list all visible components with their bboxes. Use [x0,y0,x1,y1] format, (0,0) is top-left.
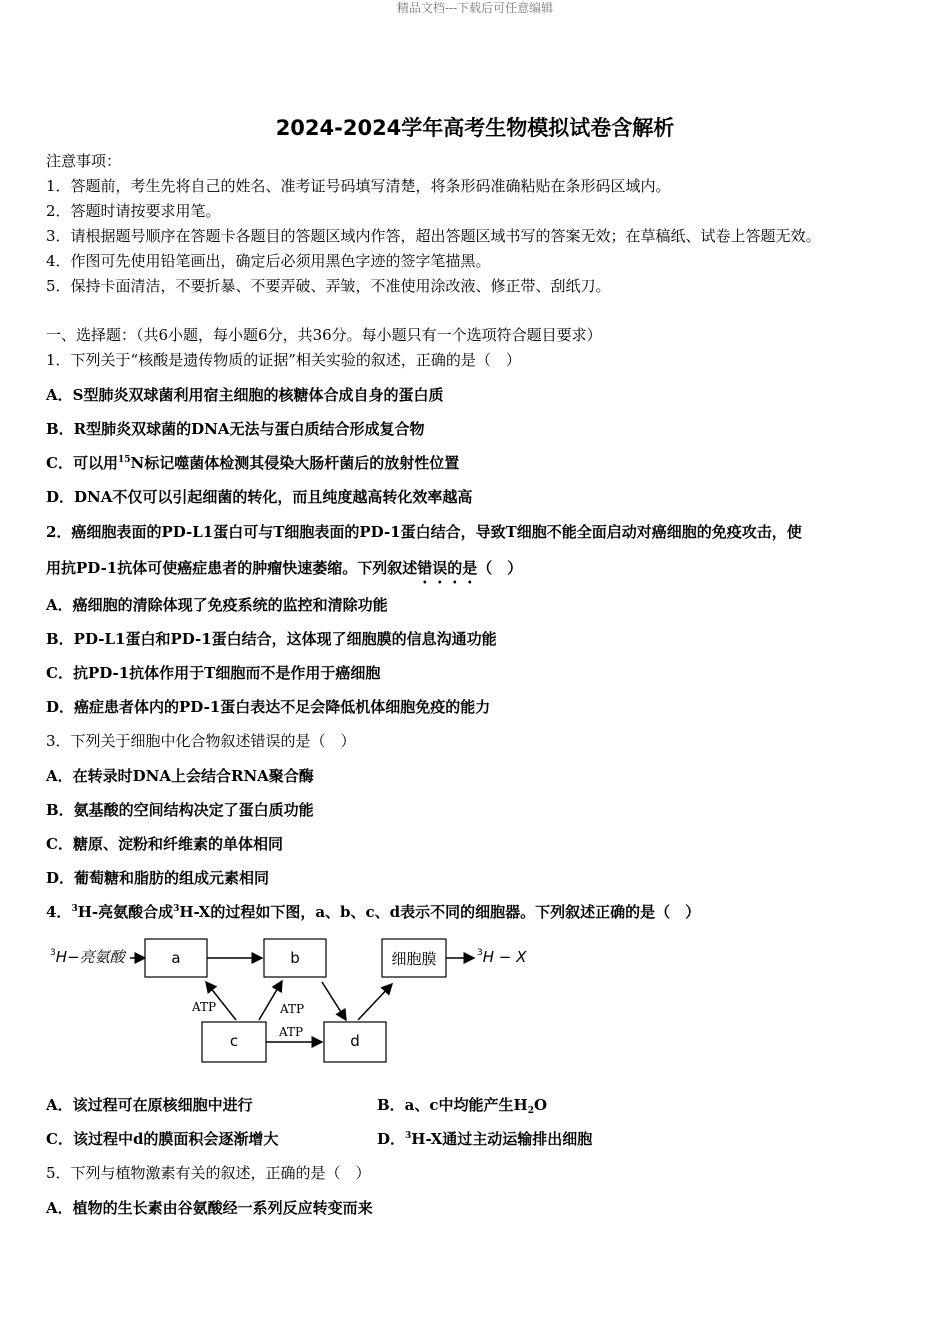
atp-label: ATP [280,1002,305,1016]
q4-option-b: B．a、c中均能产生$H_2O$ [377,1096,548,1116]
q2-stem-line1: 2．癌细胞表面的PD-L1蛋白可与T细胞表面的PD-1蛋白结合，导致T细胞不能全面启动对癌细胞的免疫攻击，使 [46,523,802,541]
arrow [322,982,346,1020]
end-label: $^3$H − X [477,948,527,966]
notice-item: 1．答题前，考生先将自己的姓名、准考证号码填写清楚，将条形码准确粘贴在条形码区域内。 [46,177,671,195]
arrow [259,981,282,1020]
q1-option-b: B．R型肺炎双球菌的DNA无法与蛋白质结合形成复合物 [46,420,425,438]
emphasis-text: 错误的是 [417,559,478,577]
section-heading: 一、选择题：（共6小题，每小题6分，共36分。每小题只有一个选项符合题目要求） [46,326,602,344]
q5-option-a: A．植物的生长素由谷氨酸经一系列反应转变而来 [46,1199,373,1217]
q3-option-b: B．氨基酸的空间结构决定了蛋白质功能 [46,801,314,819]
notice-item: 2．答题时请按要求用笔。 [46,202,221,220]
q1-option-a: A．S型肺炎双球菌利用宿主细胞的核糖体合成自身的蛋白质 [46,386,444,404]
q2-option-a: A．癌细胞的清除体现了免疫系统的监控和清除功能 [46,596,388,614]
organelle-b-label: b [290,949,300,967]
organelle-d-label: d [350,1032,360,1050]
start-label: $^3$H−亮氨酸 [50,948,125,966]
cell-membrane-label: 细胞膜 [391,950,437,968]
q2-stem-line2: 用抗PD-1抗体可使癌症患者的肿瘤快速萎缩。下列叙述错误的是（ ） [46,559,523,577]
organelle-a-label: a [171,949,181,967]
q2-option-b: B．PD-L1蛋白和PD-1蛋白结合，这体现了细胞膜的信息沟通功能 [46,630,497,648]
notice-heading: 注意事项： [46,152,122,170]
q1-stem: 1．下列关于“核酸是遗传物质的证据”相关实验的叙述，正确的是（ ） [46,351,521,369]
q3-stem: 3．下列关于细胞中化合物叙述错误的是（ ） [46,732,356,750]
notice-item: 3．请根据题号顺序在答题卡各题目的答题区域内作答，超出答题区域书写的答案无效；在草稿纸、试卷上答题无效。 [46,227,821,245]
q1-option-d: D．DNA不仅可以引起细菌的转化，而且纯度越高转化效率越高 [46,488,473,506]
q3-option-d: D．葡萄糖和脂肪的组成元素相同 [46,869,270,887]
document-title: 2024-2024学年高考生物模拟试卷含解析 [275,116,675,140]
notice-item: 5．保持卡面清洁，不要折暴、不要弄破、弄皱，不准使用涂改液、修正带、刮纸刀。 [46,277,611,295]
q1-option-c: C．可以用$^{15}$N标记噬菌体检测其侵染大肠杆菌后的放射性位置 [46,454,460,472]
q2-option-d: D．癌症患者体内的PD-1蛋白表达不足会降低机体细胞免疫的能力 [46,698,491,716]
atp-label: ATP [192,1000,217,1014]
notice-item: 4．作图可先使用铅笔画出，确定后必须用黑色字迹的签字笔描黑。 [46,252,491,270]
q2-option-c: C．抗PD-1抗体作用于T细胞而不是作用于癌细胞 [46,664,381,682]
organelle-flow-diagram [46,934,546,1069]
q3-option-a: A．在转录时DNA上会结合RNA聚合酶 [46,767,314,785]
q4-option-c: C．该过程中d的膜面积会逐渐增大 [46,1130,279,1148]
page-header: 精品文档---下载后可任意编辑 [396,1,554,15]
organelle-c-label: c [229,1032,239,1050]
q4-option-a: A．该过程可在原核细胞中进行 [46,1096,253,1114]
q4-option-d: D．$^3$H-X通过主动运输排出细胞 [377,1130,593,1148]
q4-stem: 4．$^3$H-亮氨酸合成$^3$H-X的过程如下图，a、b、c、d表示不同的细胞器。下列叙述正确的是（ ） [46,903,701,921]
arrow [358,984,392,1020]
atp-label: ATP [279,1025,304,1039]
q3-option-c: C．糖原、淀粉和纤维素的单体相同 [46,835,283,853]
q5-stem: 5．下列与植物激素有关的叙述，正确的是（ ） [46,1164,371,1182]
